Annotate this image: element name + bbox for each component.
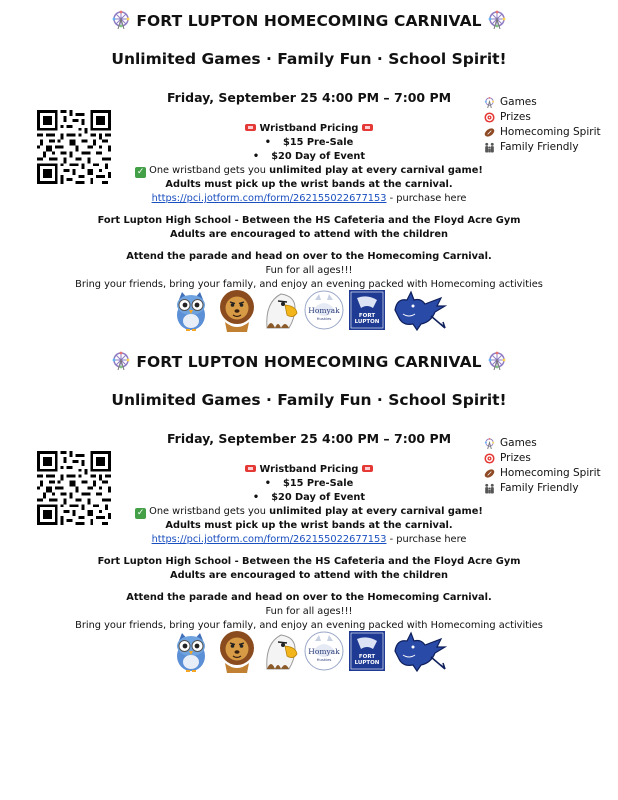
flyer-bottom bbox=[0, 341, 618, 681]
logo-text-huskies: Huskies bbox=[316, 316, 332, 321]
ferris-wheel-icon bbox=[487, 351, 507, 371]
wristband-bold: unlimited play at every carnival game! bbox=[269, 165, 483, 176]
owl-mascot bbox=[171, 629, 211, 673]
feature-label: Family Friendly bbox=[500, 141, 579, 153]
price-item: • $15 Pre-Sale bbox=[0, 477, 618, 491]
ferris-wheel-icon bbox=[487, 10, 507, 30]
adults-note: Adults are encouraged to attend with the children bbox=[169, 229, 448, 240]
logo-text-homyak: Homyak bbox=[308, 306, 340, 315]
badge-text-fort: FORT bbox=[358, 313, 376, 319]
details-block bbox=[0, 122, 618, 292]
eagle-mascot bbox=[261, 629, 301, 673]
feature-label: Homecoming Spirit bbox=[500, 467, 601, 479]
purchase-suffix: - purchase here bbox=[386, 193, 467, 204]
feature-label: Homecoming Spirit bbox=[500, 126, 601, 138]
mascot-row bbox=[171, 629, 451, 673]
feature-label: Prizes bbox=[500, 452, 531, 464]
owl-mascot bbox=[171, 288, 211, 332]
location-text: Fort Lupton High School - Between the HS Cafeteria and the Floyd Acre Gym bbox=[97, 215, 521, 226]
ferris-wheel-icon bbox=[484, 438, 495, 449]
feature-item bbox=[484, 95, 618, 110]
ticket-icon bbox=[362, 124, 373, 131]
adults-note: Adults are encouraged to attend with the children bbox=[169, 570, 448, 581]
pricing-header bbox=[0, 122, 618, 136]
flyer-top bbox=[0, 0, 618, 340]
fort-lupton-badge bbox=[347, 288, 387, 332]
wristband-bold: unlimited play at every carnival game! bbox=[269, 506, 483, 517]
pickup-note: Adults must pick up the wrist bands at the carnival. bbox=[165, 520, 453, 531]
flyer-subtitle: Unlimited Games · Family Fun · School Spirit! bbox=[111, 50, 507, 68]
wristband-line bbox=[0, 505, 618, 519]
purchase-suffix: - purchase here bbox=[386, 534, 467, 545]
homyak-huskies-logo bbox=[304, 288, 344, 332]
homyak-huskies-logo bbox=[304, 629, 344, 673]
logo-text-homyak: Homyak bbox=[308, 647, 340, 656]
fun-text: Fun for all ages!!! bbox=[265, 265, 353, 276]
badge-text-lupton: LUPTON bbox=[354, 319, 380, 325]
check-icon: ✓ bbox=[136, 508, 145, 518]
bluedevil-mascot bbox=[391, 288, 447, 332]
fun-text: Fun for all ages!!! bbox=[265, 606, 353, 617]
pricing-header bbox=[0, 463, 618, 477]
fort-lupton-badge bbox=[347, 629, 387, 673]
ticket-icon bbox=[362, 465, 373, 472]
lion-mascot bbox=[217, 629, 257, 673]
flyer-title bbox=[0, 351, 618, 371]
title-text: FORT LUPTON HOMECOMING CARNIVAL bbox=[136, 12, 482, 30]
wristband-prefix: One wristband gets you bbox=[149, 506, 270, 517]
price-item: • $15 Pre-Sale bbox=[0, 136, 618, 150]
purchase-link[interactable]: https://pci.jotform.com/form/262155022677153 bbox=[151, 534, 387, 545]
parade-text: Attend the parade and head on over to the Homecoming Carnival. bbox=[126, 251, 492, 262]
pricing-header-text: Wristband Pricing bbox=[259, 464, 359, 475]
feature-label: Games bbox=[500, 96, 537, 108]
purchase-link[interactable]: https://pci.jotform.com/form/262155022677153 bbox=[151, 193, 387, 204]
title-text: FORT LUPTON HOMECOMING CARNIVAL bbox=[136, 353, 482, 371]
logo-text-huskies: Huskies bbox=[316, 657, 332, 662]
purchase-line bbox=[0, 533, 618, 547]
price-item: • $20 Day of Event bbox=[0, 491, 618, 505]
bring-text: Bring your friends, bring your family, and enjoy an evening packed with Homecoming activities bbox=[75, 279, 543, 290]
wristband-line bbox=[0, 164, 618, 178]
feature-label: Prizes bbox=[500, 111, 531, 123]
lion-mascot bbox=[217, 288, 257, 332]
price-item: • $20 Day of Event bbox=[0, 150, 618, 164]
feature-label: Family Friendly bbox=[500, 482, 579, 494]
bluedevil-mascot bbox=[391, 629, 447, 673]
location-text: Fort Lupton High School - Between the HS Cafeteria and the Floyd Acre Gym bbox=[97, 556, 521, 567]
purchase-line bbox=[0, 192, 618, 206]
event-datetime: Friday, September 25 4:00 PM – 7:00 PM bbox=[166, 90, 452, 105]
ferris-wheel-icon bbox=[111, 10, 131, 30]
ticket-icon bbox=[245, 124, 256, 131]
badge-text-fort: FORT bbox=[358, 654, 376, 660]
parade-text: Attend the parade and head on over to the Homecoming Carnival. bbox=[126, 592, 492, 603]
pickup-note: Adults must pick up the wrist bands at the carnival. bbox=[165, 179, 453, 190]
pricing-header-text: Wristband Pricing bbox=[259, 123, 359, 134]
eagle-mascot bbox=[261, 288, 301, 332]
ferris-wheel-icon bbox=[111, 351, 131, 371]
feature-item bbox=[484, 436, 618, 451]
ferris-wheel-icon bbox=[484, 97, 495, 108]
feature-label: Games bbox=[500, 437, 537, 449]
ticket-icon bbox=[245, 465, 256, 472]
wristband-prefix: One wristband gets you bbox=[149, 165, 270, 176]
mascot-row bbox=[171, 288, 451, 332]
badge-text-lupton: LUPTON bbox=[354, 660, 380, 666]
event-datetime: Friday, September 25 4:00 PM – 7:00 PM bbox=[166, 431, 452, 446]
flyer-title bbox=[0, 10, 618, 30]
check-icon: ✓ bbox=[136, 167, 145, 177]
flyer-subtitle: Unlimited Games · Family Fun · School Spirit! bbox=[111, 391, 507, 409]
bring-text: Bring your friends, bring your family, and enjoy an evening packed with Homecoming activities bbox=[75, 620, 543, 631]
details-block bbox=[0, 463, 618, 633]
